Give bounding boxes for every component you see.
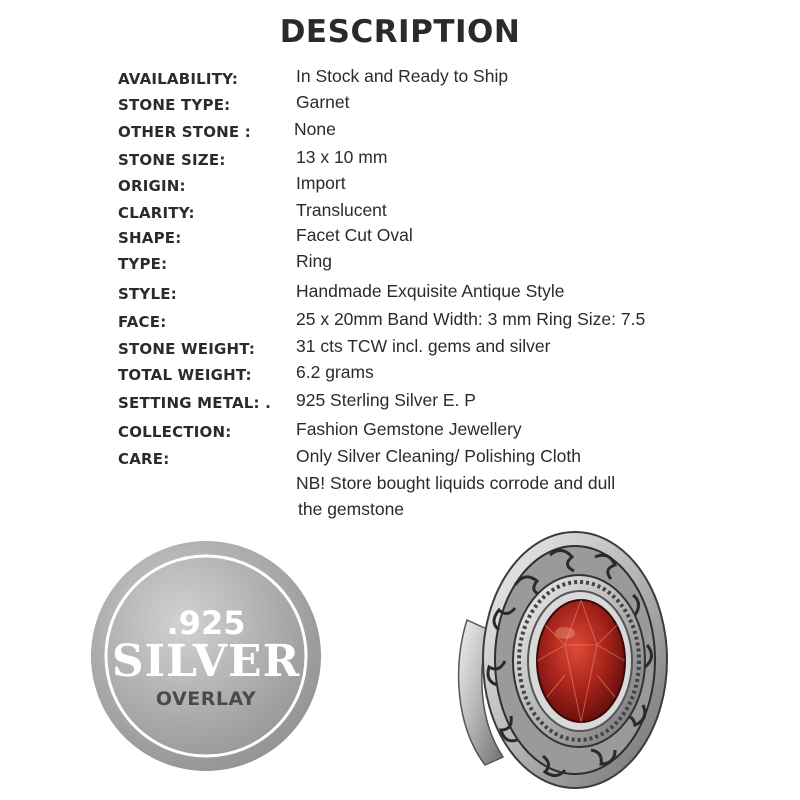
spec-value: In Stock and Ready to Ship <box>296 66 509 86</box>
spec-value: Fashion Gemstone Jewellery <box>296 419 522 439</box>
spec-row-face <box>0 309 800 335</box>
spec-row-style <box>0 281 800 307</box>
spec-row-care <box>0 446 800 472</box>
spec-row-clarity <box>0 200 800 226</box>
spec-row-stone-type <box>0 92 800 118</box>
spec-value: Ring <box>296 251 332 271</box>
badge-silver-text: SILVER <box>111 636 301 687</box>
spec-value: Translucent <box>296 200 387 220</box>
spec-row-collection <box>0 419 800 445</box>
spec-row-care-note-2 <box>0 499 800 525</box>
spec-row-type <box>0 251 800 277</box>
spec-row-origin <box>0 173 800 199</box>
spec-row-availability <box>0 66 800 92</box>
spec-row-care-note <box>0 473 800 499</box>
badge-925-text: .925 <box>166 604 246 642</box>
spec-value: 13 x 10 mm <box>296 147 388 167</box>
spec-value: 925 Sterling Silver E. P <box>296 390 476 410</box>
garnet-ring-image <box>455 525 670 795</box>
spec-label: STONE SIZE: <box>118 151 226 169</box>
spec-label: CLARITY: <box>118 204 195 222</box>
spec-label: STONE WEIGHT: <box>118 340 256 358</box>
spec-value: Garnet <box>296 92 350 112</box>
spec-label: OTHER STONE : <box>118 123 251 141</box>
spec-value: None <box>294 119 336 139</box>
spec-label: SETTING METAL: . <box>118 394 272 412</box>
spec-value: 6.2 grams <box>296 362 374 382</box>
spec-value: Handmade Exquisite Antique Style <box>296 281 565 301</box>
spec-label: STYLE: <box>118 285 177 303</box>
spec-label: TOTAL WEIGHT: <box>118 366 252 384</box>
spec-value: Only Silver Cleaning/ Polishing Cloth <box>296 446 581 466</box>
spec-row-stone-size <box>0 147 800 173</box>
spec-label: SHAPE: <box>118 229 182 247</box>
care-note-line: the gemstone <box>298 499 405 519</box>
page-title: DESCRIPTION <box>279 14 521 50</box>
spec-label: FACE: <box>118 313 167 331</box>
spec-row-other-stone <box>0 119 800 145</box>
spec-label: STONE TYPE: <box>118 96 231 114</box>
spec-row-stone-weight <box>0 336 800 362</box>
spec-row-shape <box>0 225 800 251</box>
spec-value: Facet Cut Oval <box>296 225 413 245</box>
spec-value: Import <box>296 173 346 193</box>
spec-value: 25 x 20mm Band Width: 3 mm Ring Size: 7.5 <box>296 309 646 329</box>
spec-label: TYPE: <box>118 255 168 273</box>
spec-row-total-weight <box>0 362 800 388</box>
spec-label: COLLECTION: <box>118 423 232 441</box>
spec-value: 31 cts TCW incl. gems and silver <box>296 336 551 356</box>
care-note-line: NB! Store bought liquids corrode and dull <box>296 473 616 493</box>
spec-label: AVAILABILITY: <box>118 70 239 88</box>
spec-label: ORIGIN: <box>118 177 186 195</box>
badge-overlay-text: OVERLAY <box>155 688 257 710</box>
spec-label: CARE: <box>118 450 170 468</box>
spec-row-setting-metal <box>0 390 800 416</box>
